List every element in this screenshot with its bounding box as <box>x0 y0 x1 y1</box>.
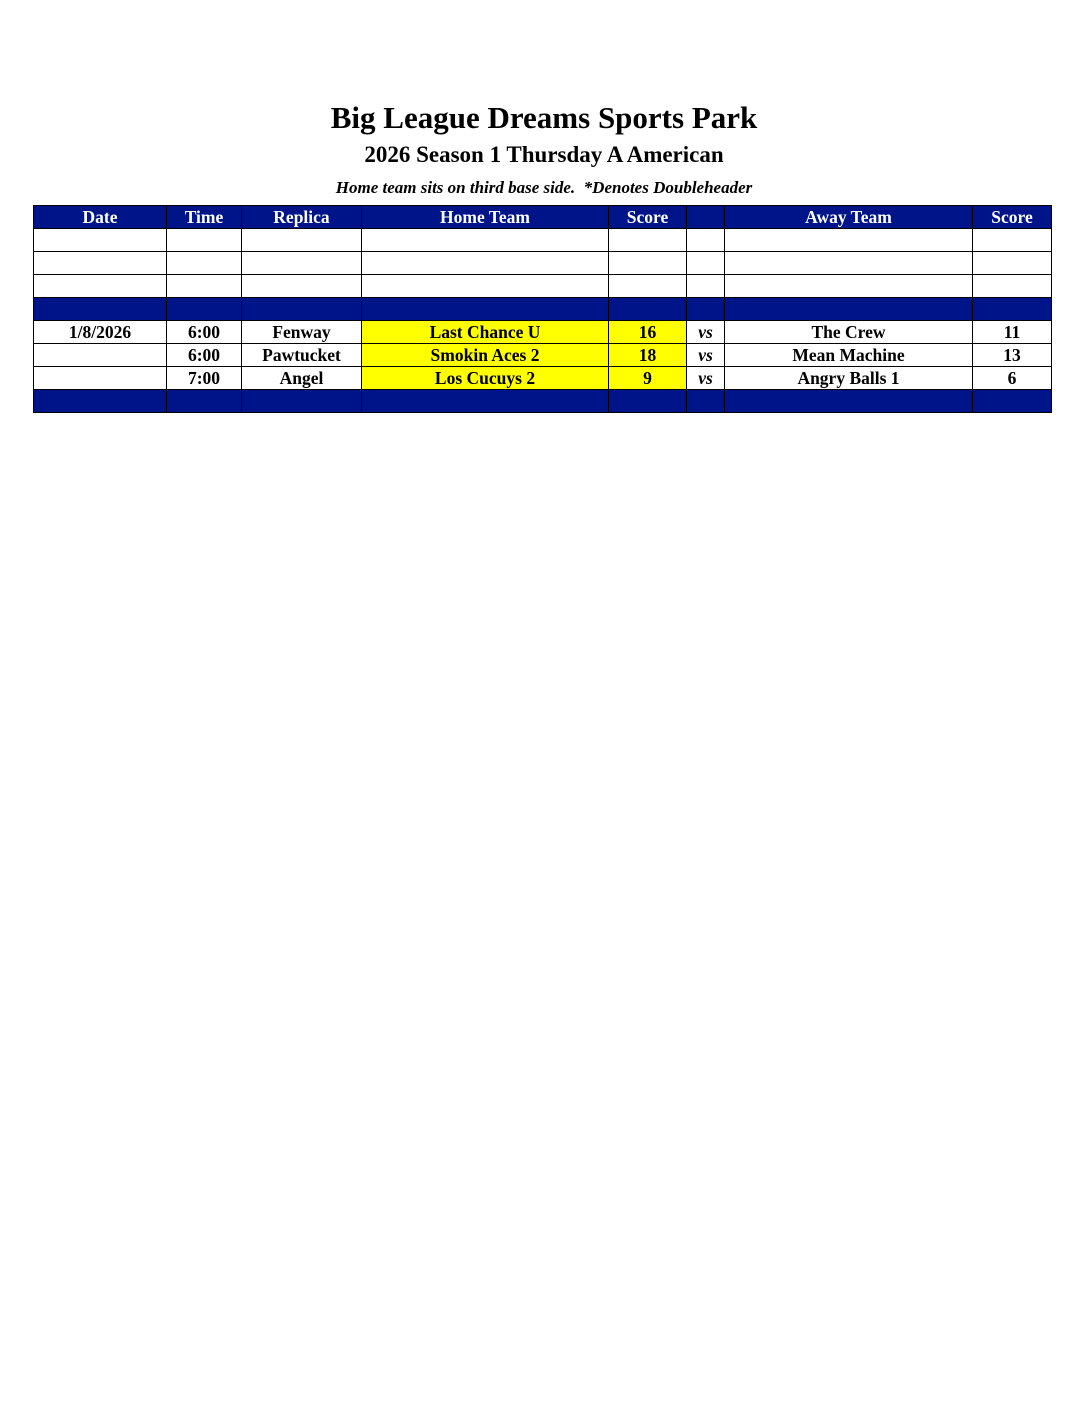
vs-label: vs <box>687 344 725 367</box>
column-header-vs <box>687 206 725 229</box>
separator-cell <box>725 298 973 321</box>
empty-row <box>34 252 1052 275</box>
table-header-row <box>34 206 1052 229</box>
game-replica: Pawtucket <box>242 344 362 367</box>
away-team: Mean Machine <box>725 344 973 367</box>
separator-cell <box>34 390 167 413</box>
empty-cell <box>167 252 242 275</box>
empty-cell <box>242 252 362 275</box>
column-header-away-team: Away Team <box>725 206 973 229</box>
separator-cell <box>34 298 167 321</box>
game-row <box>34 367 1052 390</box>
separator-cell <box>725 390 973 413</box>
separator-cell <box>167 298 242 321</box>
empty-cell <box>362 229 609 252</box>
away-team: Angry Balls 1 <box>725 367 973 390</box>
empty-cell <box>242 229 362 252</box>
vs-label: vs <box>687 321 725 344</box>
separator-cell <box>167 390 242 413</box>
game-time: 6:00 <box>167 321 242 344</box>
game-replica: Angel <box>242 367 362 390</box>
home-team: Smokin Aces 2 <box>362 344 609 367</box>
empty-cell <box>609 252 687 275</box>
empty-cell <box>167 275 242 298</box>
empty-cell <box>34 275 167 298</box>
page-subtitle: 2026 Season 1 Thursday A American <box>364 142 724 167</box>
away-team: The Crew <box>725 321 973 344</box>
schedule-table <box>33 205 1052 413</box>
separator-cell <box>609 390 687 413</box>
empty-cell <box>242 275 362 298</box>
empty-row <box>34 275 1052 298</box>
empty-cell <box>609 275 687 298</box>
separator-cell <box>242 390 362 413</box>
separator-cell <box>362 298 609 321</box>
separator-cell <box>687 390 725 413</box>
home-team: Last Chance U <box>362 321 609 344</box>
empty-cell <box>167 229 242 252</box>
page-note: Home team sits on third base side. *Denotes Doubleheader <box>335 178 753 197</box>
game-replica: Fenway <box>242 321 362 344</box>
separator-cell <box>687 298 725 321</box>
empty-cell <box>362 275 609 298</box>
away-score: 11 <box>973 321 1052 344</box>
game-date <box>34 344 167 367</box>
game-row <box>34 344 1052 367</box>
empty-cell <box>973 252 1052 275</box>
column-header-date: Date <box>34 206 167 229</box>
column-header-replica: Replica <box>242 206 362 229</box>
empty-row <box>34 229 1052 252</box>
empty-cell <box>34 229 167 252</box>
empty-cell <box>362 252 609 275</box>
away-score: 6 <box>973 367 1052 390</box>
home-team: Los Cucuys 2 <box>362 367 609 390</box>
separator-cell <box>242 298 362 321</box>
separator-row <box>34 390 1052 413</box>
empty-cell <box>725 252 973 275</box>
empty-cell <box>973 229 1052 252</box>
vs-label: vs <box>687 367 725 390</box>
empty-cell <box>725 275 973 298</box>
home-score: 18 <box>609 344 687 367</box>
column-header-away-score: Score <box>973 206 1052 229</box>
game-time: 6:00 <box>167 344 242 367</box>
empty-cell <box>687 275 725 298</box>
game-row <box>34 321 1052 344</box>
empty-cell <box>34 252 167 275</box>
empty-cell <box>973 275 1052 298</box>
column-header-home-score: Score <box>609 206 687 229</box>
empty-cell <box>725 229 973 252</box>
empty-cell <box>609 229 687 252</box>
separator-cell <box>973 390 1052 413</box>
away-score: 13 <box>973 344 1052 367</box>
empty-cell <box>687 252 725 275</box>
game-time: 7:00 <box>167 367 242 390</box>
empty-cell <box>687 229 725 252</box>
separator-cell <box>973 298 1052 321</box>
separator-row <box>34 298 1052 321</box>
separator-cell <box>362 390 609 413</box>
game-date: 1/8/2026 <box>34 321 167 344</box>
game-date <box>34 367 167 390</box>
column-header-home-team: Home Team <box>362 206 609 229</box>
column-header-time: Time <box>167 206 242 229</box>
home-score: 9 <box>609 367 687 390</box>
page-title: Big League Dreams Sports Park <box>330 100 758 135</box>
home-score: 16 <box>609 321 687 344</box>
separator-cell <box>609 298 687 321</box>
